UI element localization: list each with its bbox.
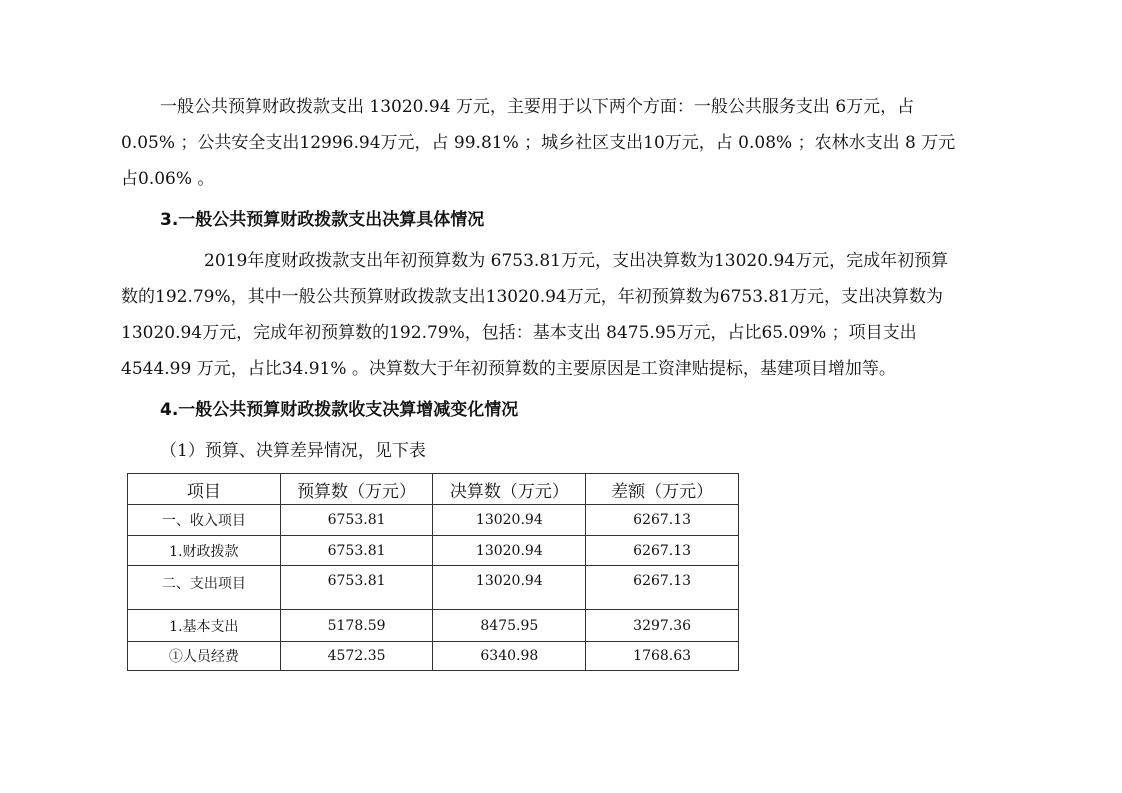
table-row: [128, 610, 739, 642]
table-cell: 6753.81: [280, 505, 433, 536]
table-cell: 二、支出项目: [128, 566, 281, 610]
section-heading-3: 3.一般公共预算财政拨款支出决算具体情况: [160, 210, 485, 230]
table-cell: 6267.13: [586, 536, 739, 566]
table-row: [128, 642, 739, 671]
table-cell: 6267.13: [586, 505, 739, 536]
text-line: 2019年度财政拨款支出年初预算数为 6753.81万元，支出决算数为13020.94万元，完成年初预算: [204, 251, 949, 271]
table-cell: 13020.94: [433, 505, 586, 536]
text-line: 13020.94万元，完成年初预算数的192.79%，包括：基本支出 8475.95万元，占比65.09% ；项目支出: [121, 323, 917, 343]
table-cell: 1.基本支出: [128, 610, 281, 642]
table-cell: ①人员经费: [128, 642, 281, 671]
table-cell: 3297.36: [586, 610, 739, 642]
table-row: [128, 505, 739, 536]
table-cell: 1768.63: [586, 642, 739, 671]
text-line: 4544.99 万元，占比34.91% 。决算数大于年初预算数的主要原因是工资津贴提标，基建项目增加等。: [121, 359, 896, 379]
table-row: [128, 536, 739, 566]
table-caption: （1）预算、决算差异情况，见下表: [160, 441, 426, 461]
header-item: 项目: [128, 474, 281, 505]
text-line: 0.05% ；公共安全支出12996.94万元，占 99.81% ；城乡社区支出10万元，占 0.08% ；农林水支出 8 万元: [121, 133, 956, 153]
header-budget: 预算数（万元）: [280, 474, 433, 505]
text-line: 一般公共预算财政拨款支出 13020.94 万元，主要用于以下两个方面：一般公共服务支出 6万元，占: [160, 97, 915, 117]
section-heading-4: 4.一般公共预算财政拨款收支决算增减变化情况: [160, 400, 519, 420]
table-row: [128, 566, 739, 610]
table-cell: 5178.59: [280, 610, 433, 642]
table-cell: 一、收入项目: [128, 505, 281, 536]
text-line: 占0.06% 。: [121, 169, 215, 189]
text-line: 数的192.79%，其中一般公共预算财政拨款支出13020.94万元，年初预算数为6753.81万元，支出决算数为: [121, 287, 944, 307]
table-cell: 6753.81: [280, 566, 433, 610]
table-cell: 1.财政拨款: [128, 536, 281, 566]
table-cell: 6340.98: [433, 642, 586, 671]
table-cell: 6753.81: [280, 536, 433, 566]
table-cell: 4572.35: [280, 642, 433, 671]
header-final: 决算数（万元）: [433, 474, 586, 505]
header-difference: 差额（万元）: [586, 474, 739, 505]
table-cell: 13020.94: [433, 536, 586, 566]
table-cell: 6267.13: [586, 566, 739, 610]
budget-comparison-table: [127, 473, 739, 671]
table-cell: 8475.95: [433, 610, 586, 642]
table-header-row: [128, 474, 739, 505]
table-cell: 13020.94: [433, 566, 586, 610]
